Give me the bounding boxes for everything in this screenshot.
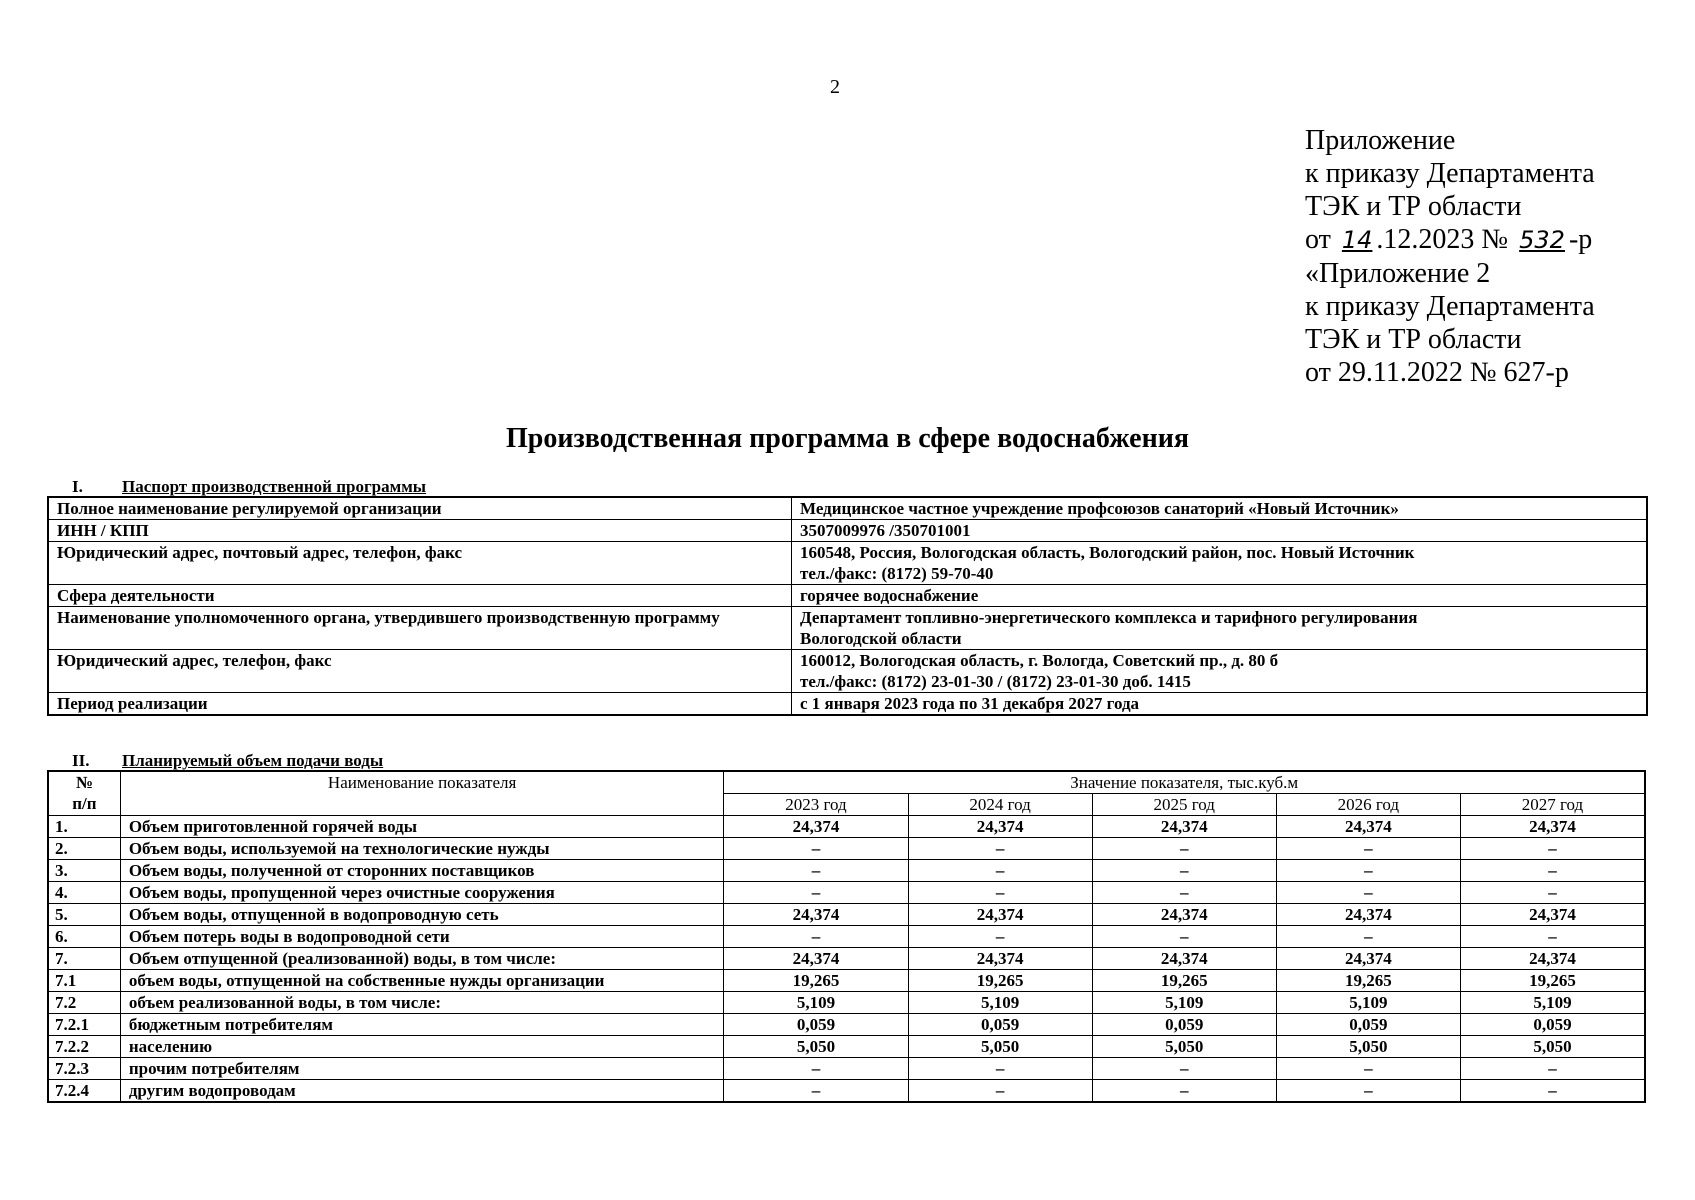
table-row	[48, 970, 1645, 992]
document-title: Производственная программа в сфере водоснабжения	[505, 423, 1190, 454]
indicator-value: –	[1092, 860, 1276, 882]
passport-table	[47, 496, 1648, 716]
page-number: 2	[830, 76, 840, 98]
indicator-value: –	[908, 882, 1092, 904]
year-header: 2023 год	[724, 794, 908, 816]
annex-line: к приказу Департамента	[1305, 291, 1595, 322]
indicator-value: –	[1276, 838, 1460, 860]
table-row	[48, 948, 1645, 970]
section-title: Паспорт производственной программы	[122, 477, 427, 496]
indicator-value: 0,059	[908, 1014, 1092, 1036]
passport-value-line: 160548, Россия, Вологодская область, Вологодский район, пос. Новый Источник	[800, 543, 1415, 562]
col-no-header	[48, 771, 120, 816]
indicator-value: 5,109	[1460, 992, 1645, 1014]
year-header: 2025 год	[1092, 794, 1276, 816]
indicator-value: –	[908, 1058, 1092, 1080]
indicator-value: –	[1460, 838, 1645, 860]
passport-value	[792, 693, 1648, 716]
indicator-value: 5,050	[724, 1036, 908, 1058]
indicator-value: 5,050	[1276, 1036, 1460, 1058]
row-number: 5.	[48, 904, 120, 926]
table-row	[48, 926, 1645, 948]
indicator-value: 19,265	[1092, 970, 1276, 992]
section-number: I.	[72, 477, 83, 496]
annex-date: .12.2023 №	[1376, 224, 1509, 255]
passport-value-line: с 1 января 2023 года по 31 декабря 2027 года	[800, 694, 1140, 713]
indicator-value: 24,374	[1276, 904, 1460, 926]
indicator-value: 24,374	[1092, 816, 1276, 838]
indicator-value: –	[1092, 926, 1276, 948]
row-number: 7.	[48, 948, 120, 970]
passport-label: Сфера деятельности	[48, 585, 792, 607]
passport-value	[792, 542, 1648, 585]
indicator-value: 0,059	[724, 1014, 908, 1036]
indicator-value: –	[724, 1058, 908, 1080]
indicator-value: 5,050	[1460, 1036, 1645, 1058]
indicator-value: 19,265	[1460, 970, 1645, 992]
indicator-value: 24,374	[1092, 948, 1276, 970]
annex-line: от 29.11.2022 № 627-р	[1305, 357, 1569, 388]
indicator-name: объем воды, отпущенной на собственные нужды организации	[120, 970, 724, 992]
indicator-name: бюджетным потребителям	[120, 1014, 724, 1036]
indicator-value: 24,374	[724, 904, 908, 926]
indicator-value: 5,109	[724, 992, 908, 1014]
indicator-value: –	[1276, 1080, 1460, 1103]
indicator-value: –	[908, 1080, 1092, 1103]
row-number: 1.	[48, 816, 120, 838]
indicator-value: 24,374	[908, 816, 1092, 838]
annex-order-line	[1305, 223, 1595, 257]
table-row	[48, 1014, 1645, 1036]
table-row	[48, 904, 1645, 926]
indicator-name: Объем воды, используемой на технологические нужды	[120, 838, 724, 860]
indicator-name: объем реализованной воды, в том числе:	[120, 992, 724, 1014]
row-number: 2.	[48, 838, 120, 860]
indicator-value: –	[1092, 882, 1276, 904]
indicator-value: 19,265	[908, 970, 1092, 992]
year-header: 2027 год	[1460, 794, 1645, 816]
indicator-value: 5,109	[1092, 992, 1276, 1014]
col-value-header: Значение показателя, тыс.куб.м	[724, 771, 1645, 794]
indicator-value: –	[724, 838, 908, 860]
indicator-value: –	[724, 926, 908, 948]
indicator-name: Объем воды, пропущенной через очистные сооружения	[120, 882, 724, 904]
col-no-line: №	[75, 773, 93, 792]
indicator-value: –	[908, 926, 1092, 948]
indicator-name: Объем воды, полученной от сторонних поставщиков	[120, 860, 724, 882]
indicator-value: 5,109	[908, 992, 1092, 1014]
passport-row	[48, 520, 1647, 542]
passport-label: Период реализации	[48, 693, 792, 716]
indicator-value: 24,374	[1276, 816, 1460, 838]
passport-value-line: 3507009976 /350701001	[800, 521, 971, 540]
indicator-value: 24,374	[724, 816, 908, 838]
section-title: Планируемый объем подачи воды	[122, 751, 384, 770]
annex-line: ТЭК и ТР области	[1305, 191, 1522, 222]
indicator-value: –	[1092, 1080, 1276, 1103]
passport-label: Наименование уполномоченного органа, утвердившего производственную программу	[48, 607, 792, 650]
year-header: 2026 год	[1276, 794, 1460, 816]
indicator-value: 24,374	[1460, 904, 1645, 926]
passport-value-line: тел./факс: (8172) 59-70-40	[800, 564, 994, 583]
passport-value-line: Департамент топливно-энергетического комплекса и тарифного регулирования	[800, 608, 1418, 627]
indicator-value: –	[1460, 860, 1645, 882]
annex-line: Приложение	[1305, 125, 1456, 156]
passport-value	[792, 585, 1648, 607]
table-row	[48, 882, 1645, 904]
row-number: 3.	[48, 860, 120, 882]
indicator-value: –	[1276, 882, 1460, 904]
indicator-value: 24,374	[1276, 948, 1460, 970]
passport-value-line: Медицинское частное учреждение профсоюзов санаторий «Новый Источник»	[800, 499, 1399, 518]
passport-value-line: горячее водоснабжение	[800, 586, 979, 605]
row-number: 7.2.3	[48, 1058, 120, 1080]
indicator-value: –	[908, 860, 1092, 882]
passport-row	[48, 542, 1647, 585]
handwritten-number: 532	[1519, 226, 1565, 254]
indicator-value: 24,374	[724, 948, 908, 970]
table-row	[48, 992, 1645, 1014]
row-number: 7.2.2	[48, 1036, 120, 1058]
indicator-name: населению	[120, 1036, 724, 1058]
handwritten-day: 14	[1341, 226, 1373, 254]
passport-row	[48, 607, 1647, 650]
col-name-header: Наименование показателя	[120, 771, 724, 816]
indicator-value: –	[1092, 1058, 1276, 1080]
indicator-value: –	[1460, 1058, 1645, 1080]
row-number: 4.	[48, 882, 120, 904]
indicator-name: Объем отпущенной (реализованной) воды, в том числе:	[120, 948, 724, 970]
table-row	[48, 1080, 1645, 1103]
indicator-value: –	[908, 838, 1092, 860]
passport-row	[48, 497, 1647, 520]
passport-value	[792, 607, 1648, 650]
row-number: 6.	[48, 926, 120, 948]
water-volume-table	[47, 770, 1646, 1103]
passport-row	[48, 585, 1647, 607]
indicator-value: –	[1276, 860, 1460, 882]
indicator-value: 5,050	[1092, 1036, 1276, 1058]
table-row	[48, 860, 1645, 882]
indicator-value: 0,059	[1460, 1014, 1645, 1036]
indicator-name: Объем приготовленной горячей воды	[120, 816, 724, 838]
passport-label: Юридический адрес, телефон, факс	[48, 650, 792, 693]
table-row	[48, 1036, 1645, 1058]
passport-label: Полное наименование регулируемой организации	[48, 497, 792, 520]
indicator-value: –	[1092, 838, 1276, 860]
indicator-name: Объем воды, отпущенной в водопроводную сеть	[120, 904, 724, 926]
passport-row	[48, 650, 1647, 693]
table-row	[48, 1058, 1645, 1080]
year-header: 2024 год	[908, 794, 1092, 816]
indicator-value: –	[724, 1080, 908, 1103]
annex-block	[1305, 124, 1595, 389]
indicator-value: –	[1276, 1058, 1460, 1080]
indicator-value: –	[1460, 926, 1645, 948]
indicator-value: 24,374	[908, 904, 1092, 926]
annex-line: к приказу Департамента	[1305, 158, 1595, 189]
annex-prefix: от	[1305, 224, 1331, 255]
passport-value-line: Вологодской области	[800, 629, 962, 648]
indicator-value: 0,059	[1092, 1014, 1276, 1036]
indicator-value: –	[1460, 882, 1645, 904]
indicator-value: 24,374	[1460, 816, 1645, 838]
indicator-value: –	[1460, 1080, 1645, 1103]
indicator-value: 24,374	[1460, 948, 1645, 970]
passport-value	[792, 650, 1648, 693]
indicator-value: 24,374	[908, 948, 1092, 970]
indicator-value: –	[724, 882, 908, 904]
passport-value	[792, 497, 1648, 520]
indicator-value: 19,265	[1276, 970, 1460, 992]
passport-value-line: тел./факс: (8172) 23-01-30 / (8172) 23-01-30 доб. 1415	[800, 672, 1191, 691]
table-row	[48, 816, 1645, 838]
indicator-value: 5,050	[908, 1036, 1092, 1058]
indicator-value: –	[724, 860, 908, 882]
row-number: 7.2.4	[48, 1080, 120, 1103]
table-row	[48, 838, 1645, 860]
passport-value	[792, 520, 1648, 542]
section-2-heading	[72, 751, 383, 771]
col-no-line: п/п	[72, 794, 97, 813]
section-1-heading	[72, 477, 426, 497]
indicator-value: –	[1276, 926, 1460, 948]
passport-value-line: 160012, Вологодская область, г. Вологда, Советский пр., д. 80 б	[800, 651, 1279, 670]
indicator-name: Объем потерь воды в водопроводной сети	[120, 926, 724, 948]
indicator-value: 5,109	[1276, 992, 1460, 1014]
indicator-name: прочим потребителям	[120, 1058, 724, 1080]
row-number: 7.2	[48, 992, 120, 1014]
passport-label: Юридический адрес, почтовый адрес, телефон, факс	[48, 542, 792, 585]
annex-line: ТЭК и ТР области	[1305, 324, 1522, 355]
indicator-value: 19,265	[724, 970, 908, 992]
indicator-value: 24,374	[1092, 904, 1276, 926]
indicator-value: 0,059	[1276, 1014, 1460, 1036]
indicator-name: другим водопроводам	[120, 1080, 724, 1103]
passport-label: ИНН / КПП	[48, 520, 792, 542]
annex-suffix: -р	[1568, 224, 1593, 255]
row-number: 7.2.1	[48, 1014, 120, 1036]
passport-row	[48, 693, 1647, 716]
row-number: 7.1	[48, 970, 120, 992]
annex-line: «Приложение 2	[1305, 258, 1491, 289]
section-number: II.	[72, 751, 90, 770]
